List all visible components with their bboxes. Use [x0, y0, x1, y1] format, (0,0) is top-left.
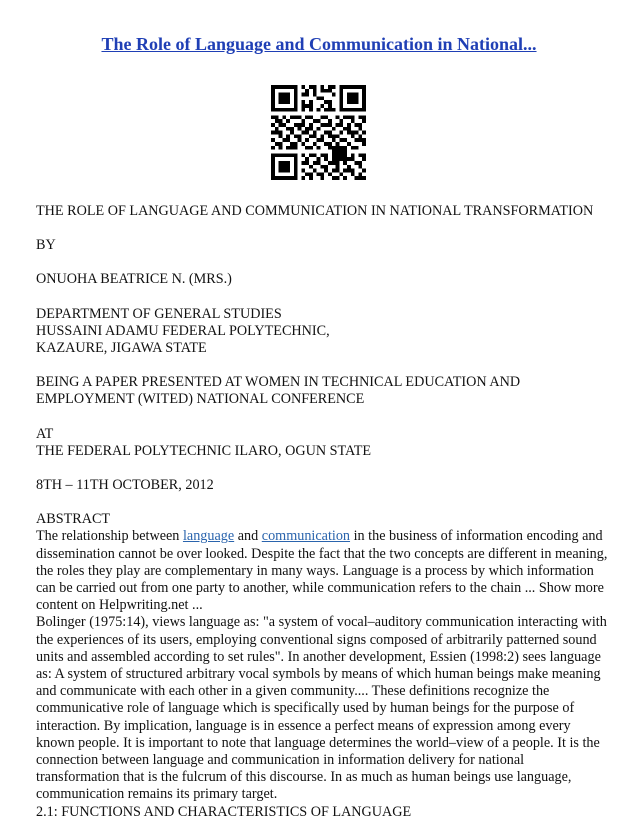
abstract-section [36, 511, 606, 821]
abstract-line: can be carried out from one party to another, while communication refers to the chain ... Show more [36, 580, 604, 597]
body-line: communicative role of language which is specifically used by human beings for the purpose of [36, 700, 575, 717]
document-heading: THE ROLE OF LANGUAGE AND COMMUNICATION IN NATIONAL TRANSFORMATION [36, 203, 594, 219]
venue-line: THE FEDERAL POLYTECHNIC ILARO, OGUN STATE [36, 442, 372, 459]
abstract-line: dissemination cannot be over looked. Despite the fact that the two concepts are different in meaning, [36, 545, 608, 562]
body-line: and communicate with each other in a given community.... These definitions recognize the [36, 683, 550, 700]
body-line: communication remains its primary target. [36, 786, 278, 803]
body-line: as: A system of structured arbitrary vocal symbols by means of which human beings make meaning [36, 666, 601, 683]
document-title-link[interactable]: The Role of Language and Communication in National... [101, 34, 537, 54]
author-name: ONUOHA BEATRICE N. (MRS.) [36, 271, 232, 288]
abstract-text: in the business of information encoding and [350, 528, 603, 545]
paper-line: BEING A PAPER PRESENTED AT WOMEN IN TECHNICAL EDUCATION AND [36, 374, 521, 391]
qr-code-icon [271, 85, 366, 180]
department-line: DEPARTMENT OF GENERAL STUDIES [36, 305, 282, 322]
body-line: connection between language and communication in information delivery for national [36, 752, 525, 769]
paper-block [36, 374, 606, 408]
conference-date: 8TH – 11TH OCTOBER, 2012 [36, 477, 214, 494]
section-heading: 2.1: FUNCTIONS AND CHARACTERISTICS OF LANGUAGE [36, 803, 412, 820]
department-line: HUSSAINI ADAMU FEDERAL POLYTECHNIC, [36, 322, 330, 339]
body-line: Bolinger (1975:14), views language as: "a system of vocal–auditory communication interacting with [36, 614, 607, 631]
department-line: KAZAURE, JIGAWA STATE [36, 340, 207, 357]
abstract-heading: ABSTRACT [36, 511, 111, 528]
paper-line: EMPLOYMENT (WITED) NATIONAL CONFERENCE [36, 391, 365, 408]
abstract-line [36, 528, 606, 545]
by-line: BY [36, 237, 56, 254]
venue-line: AT [36, 425, 54, 442]
abstract-text: The relationship between [36, 528, 183, 545]
body-line: transformation that is the fulcrum of this discourse. In as much as human beings use language, [36, 769, 572, 786]
body-line: units and assembled according to set rules". In another development, Essien (1998:2) sees language [36, 648, 601, 665]
venue-block [36, 426, 606, 460]
department-block [36, 306, 606, 358]
body-line: the experiences of its users, employing conventional signs composed of arbitrarily patterned sound [36, 631, 597, 648]
communication-link[interactable]: communication [261, 528, 351, 545]
abstract-line: the roles they play are complementary in many ways. Language is a process by which information [36, 562, 594, 579]
abstract-line: content on Helpwriting.net ... [36, 597, 203, 614]
body-line: known people. It is important to note that language determines the world–view of a people. It is the [36, 734, 600, 751]
document-body [36, 203, 606, 821]
body-line: interaction. By implication, language is in essence a perfect means of expression among every [36, 717, 571, 734]
abstract-text: and [234, 528, 262, 545]
language-link[interactable]: language [182, 528, 235, 545]
